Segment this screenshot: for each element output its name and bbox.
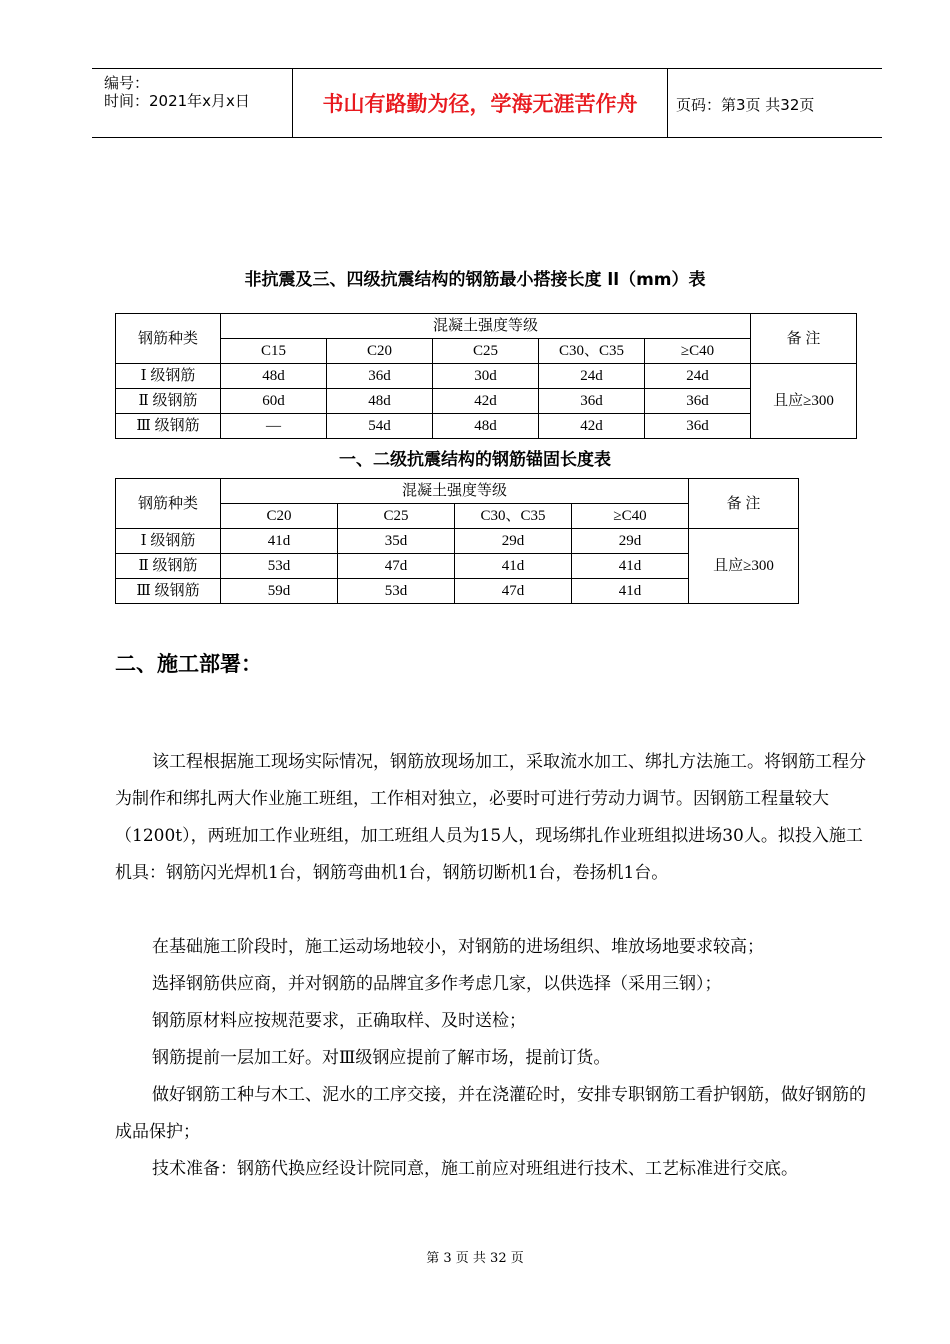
value-cell: 48d — [433, 414, 539, 439]
value-cell: 53d — [221, 554, 338, 579]
page-footer: 第 3 页 共 32 页 — [426, 1251, 524, 1266]
table-row — [116, 529, 799, 554]
paragraph: 该工程根据施工现场实际情况，钢筋放现场加工，采取流水加工、绑扎方法施工。将钢筋工程分为制作和绑扎两大作业施工班组，工作相对独立，必要时可进行劳动力调节。因钢筋工程量较大（1200t），两班加工作业班组，加工班组人员为15人，现场绑扎作业班组拟进场30人。拟投入施工机具：钢筋闪光焊机1台，钢筋弯曲机1台，钢筋切断机1台，卷扬机1台。 — [115, 752, 866, 883]
table2-title: 一、二级抗震结构的钢筋锚固长度表 — [339, 450, 611, 470]
grade-cell: C25 — [338, 504, 455, 529]
value-cell: 47d — [338, 554, 455, 579]
paragraph: 钢筋原材料应按规范要求，正确取样、及时送检； — [152, 1011, 526, 1031]
note-cell: 且应≥300 — [751, 364, 857, 439]
value-cell: 42d — [433, 389, 539, 414]
paragraph: 技术准备：钢筋代换应经设计院同意，施工前应对班组进行技术、工艺标准进行交底。 — [152, 1159, 798, 1179]
value-cell: 30d — [433, 364, 539, 389]
value-cell: 53d — [338, 579, 455, 604]
value-cell: 24d — [539, 364, 645, 389]
grade-cell: C30、C35 — [455, 504, 572, 529]
value-cell: 24d — [645, 364, 751, 389]
row-type: Ⅲ 级钢筋 — [116, 414, 221, 439]
page-header — [92, 68, 882, 138]
grade-cell: C20 — [327, 339, 433, 364]
time-label: 时间：2021年x月x日 — [104, 92, 250, 110]
value-cell: 29d — [572, 529, 689, 554]
header-info — [92, 69, 292, 137]
row-type: Ⅰ 级钢筋 — [116, 364, 221, 389]
value-cell: 36d — [539, 389, 645, 414]
table-header-row — [116, 479, 799, 504]
value-cell: 36d — [645, 414, 751, 439]
value-cell: 41d — [455, 554, 572, 579]
section-heading: 二、施工部署： — [115, 652, 262, 676]
value-cell: 36d — [645, 389, 751, 414]
value-cell: 60d — [221, 389, 327, 414]
value-cell: 54d — [327, 414, 433, 439]
table-row — [116, 364, 857, 389]
row-type: Ⅱ 级钢筋 — [116, 389, 221, 414]
number-label: 编号： — [104, 74, 150, 92]
value-cell: 48d — [221, 364, 327, 389]
grade-cell: ≥C40 — [572, 504, 689, 529]
value-cell: 47d — [455, 579, 572, 604]
value-cell: 41d — [221, 529, 338, 554]
col-header-strength: 混凝土强度等级 — [221, 314, 751, 339]
grade-cell: C20 — [221, 504, 338, 529]
value-cell: — — [221, 414, 327, 439]
col-header-strength: 混凝土强度等级 — [221, 479, 689, 504]
table-header-row — [116, 314, 857, 339]
row-type: Ⅰ 级钢筋 — [116, 529, 221, 554]
paragraph: 钢筋提前一层加工好。对Ⅲ级钢应提前了解市场，提前订货。 — [152, 1048, 611, 1068]
note-cell: 且应≥300 — [689, 529, 799, 604]
paragraph: 在基础施工阶段时，施工运动场地较小，对钢筋的进场组织、堆放场地要求较高； — [152, 937, 764, 957]
col-header-note: 备 注 — [689, 479, 799, 529]
col-header-note: 备 注 — [751, 314, 857, 364]
col-header-type: 钢筋种类 — [116, 479, 221, 529]
grade-cell: C30、C35 — [539, 339, 645, 364]
value-cell: 29d — [455, 529, 572, 554]
paragraph: 选择钢筋供应商，并对钢筋的品牌宜多作考虑几家，以供选择（采用三钢）； — [152, 974, 722, 994]
page-number-label: 页码：第3页 共32页 — [676, 96, 815, 114]
value-cell: 35d — [338, 529, 455, 554]
lap-length-table — [115, 313, 857, 439]
grade-cell: C25 — [433, 339, 539, 364]
table-row — [116, 414, 857, 439]
value-cell: 59d — [221, 579, 338, 604]
table1-title: 非抗震及三、四级抗震结构的钢筋最小搭接长度 ll（mm）表 — [244, 270, 706, 290]
value-cell: 41d — [572, 579, 689, 604]
value-cell: 42d — [539, 414, 645, 439]
grade-cell: C15 — [221, 339, 327, 364]
table-grade-row — [116, 339, 857, 364]
anchorage-length-table — [115, 478, 799, 604]
value-cell: 48d — [327, 389, 433, 414]
table-row — [116, 389, 857, 414]
col-header-type: 钢筋种类 — [116, 314, 221, 364]
paragraph: 做好钢筋工种与木工、泥水的工序交接，并在浇灌砼时，安排专职钢筋工看护钢筋，做好钢筋的成品保护； — [115, 1085, 866, 1142]
row-type: Ⅲ 级钢筋 — [116, 579, 221, 604]
grade-cell: ≥C40 — [645, 339, 751, 364]
row-type: Ⅱ 级钢筋 — [116, 554, 221, 579]
value-cell: 41d — [572, 554, 689, 579]
header-motto: 书山有路勤为径，学海无涯苦作舟 — [292, 69, 668, 137]
value-cell: 36d — [327, 364, 433, 389]
